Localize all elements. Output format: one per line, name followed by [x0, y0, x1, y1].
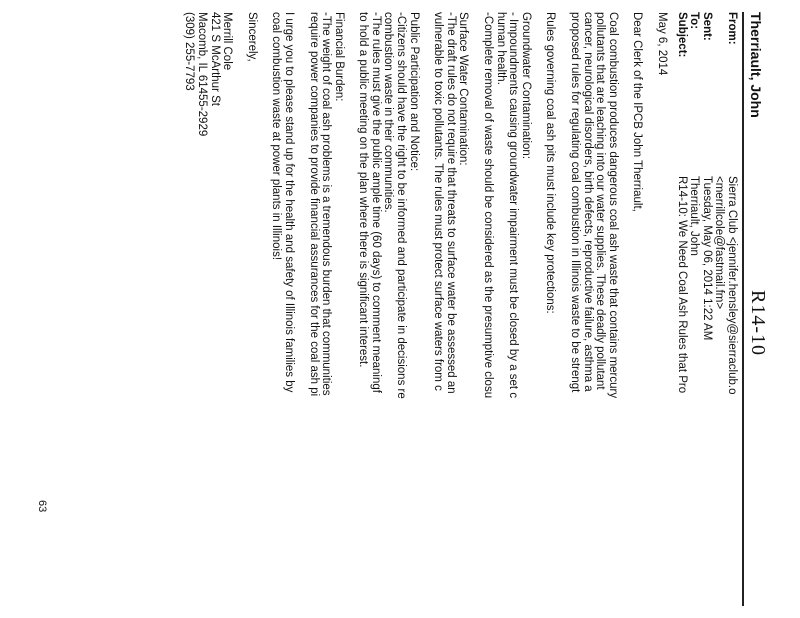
- sent-value: Tuesday, May 06, 2014 1:22 AM: [700, 176, 713, 341]
- participation-line: combustion waste in their communities.: [382, 12, 395, 213]
- surface-section: [432, 12, 470, 618]
- to-row: [688, 12, 701, 612]
- to-label: To:: [688, 12, 701, 30]
- participation-line: to hold a public meeting on the plan where there is significant interest.: [357, 12, 370, 368]
- financial-line: require power companies to provide financial assurances for the coal ash pi: [307, 12, 320, 397]
- email-header: [675, 12, 738, 612]
- signature-name: Merrill Cole: [221, 12, 234, 71]
- intro-line: Coal combustion produces dangerous coal ash waste that contains mercury: [606, 12, 619, 399]
- intro-line: cancer, neurological disorders, birth defects, reproductive failure, asthma a: [581, 12, 594, 392]
- from-row: [725, 12, 738, 612]
- from-label: From:: [726, 12, 738, 45]
- salutation: Dear Clerk of the IPCB John Therriault,: [631, 12, 644, 212]
- groundwater-section: [481, 12, 531, 618]
- subject-label: Subject:: [675, 12, 688, 58]
- closing-line: I urge you to please stand up for the health and safety of Illinois families by: [282, 12, 295, 393]
- participation-line: -Citizens should have the right to be informed and participate in decisions re: [395, 12, 408, 399]
- page-number: 63: [36, 500, 48, 513]
- signature-address: 421 S McArthur St: [208, 12, 221, 106]
- participation-line: -The rules must give the public ample time (60 days) to comment meaningf: [369, 12, 382, 393]
- from-value: Sierra Club <jennifer.hensley@sierraclub.o: [726, 176, 738, 395]
- from-value-2: <merrillcole@fastmail.fm>: [713, 176, 726, 310]
- to-value: Therriault, John: [688, 176, 701, 256]
- closing-request: [270, 12, 295, 618]
- participation-heading: Public Participation and Notice:: [407, 12, 420, 172]
- sent-row: [700, 12, 713, 612]
- groundwater-line: human health.: [494, 12, 507, 85]
- signature-phone: (309) 255-7793: [183, 12, 196, 91]
- header-divider: [742, 12, 744, 606]
- financial-section: [307, 12, 345, 618]
- rules-intro: Rules governing coal ash pits must include key protections:: [544, 12, 557, 314]
- intro-paragraph: [568, 12, 618, 618]
- surface-line: -The draft rules do not require that threats to surface water be assessed an: [444, 12, 457, 394]
- intro-line: proposed rules for regulating coal combustion in Illinois waste to be strengt: [569, 12, 582, 393]
- financial-line: -The weight of coal ash problems is a tremendous burden that communities: [320, 12, 333, 396]
- sent-label: Sent:: [700, 12, 713, 41]
- from-row-2: [713, 12, 726, 612]
- surface-heading: Surface Water Contamination:: [457, 12, 470, 166]
- subject-row: [675, 12, 688, 612]
- closing-line: coal combustion waste at power plants in Illinois!: [270, 12, 283, 261]
- intro-line: pollutants that are leaching into our water supplies. These deadly pollutant: [594, 12, 607, 390]
- signature-city: Macomb, IL 61455-2929: [195, 12, 208, 137]
- signoff: Sincerely,: [245, 12, 258, 62]
- groundwater-heading: Groundwater Contamination:: [519, 12, 532, 160]
- participation-section: [357, 12, 420, 618]
- sender-name: Therriault, John: [748, 12, 764, 118]
- financial-heading: Financial Burden:: [332, 12, 345, 102]
- groundwater-line: -Complete removal of waste should be considered as the presumptive closu: [482, 12, 495, 399]
- document-id: R14-10: [747, 290, 769, 356]
- letter-body: [183, 12, 676, 618]
- surface-line: vulnerable to toxic pollutants. The rules must protect surface waters from c: [432, 12, 445, 391]
- subject-value: R14-10: We Need Coal Ash Rules that Pro: [675, 176, 688, 394]
- groundwater-line: - Impoundments causing groundwater impairment must be closed by a set c: [507, 12, 520, 399]
- letter-date: May 6, 2014: [656, 12, 668, 76]
- signature-block: [183, 12, 233, 618]
